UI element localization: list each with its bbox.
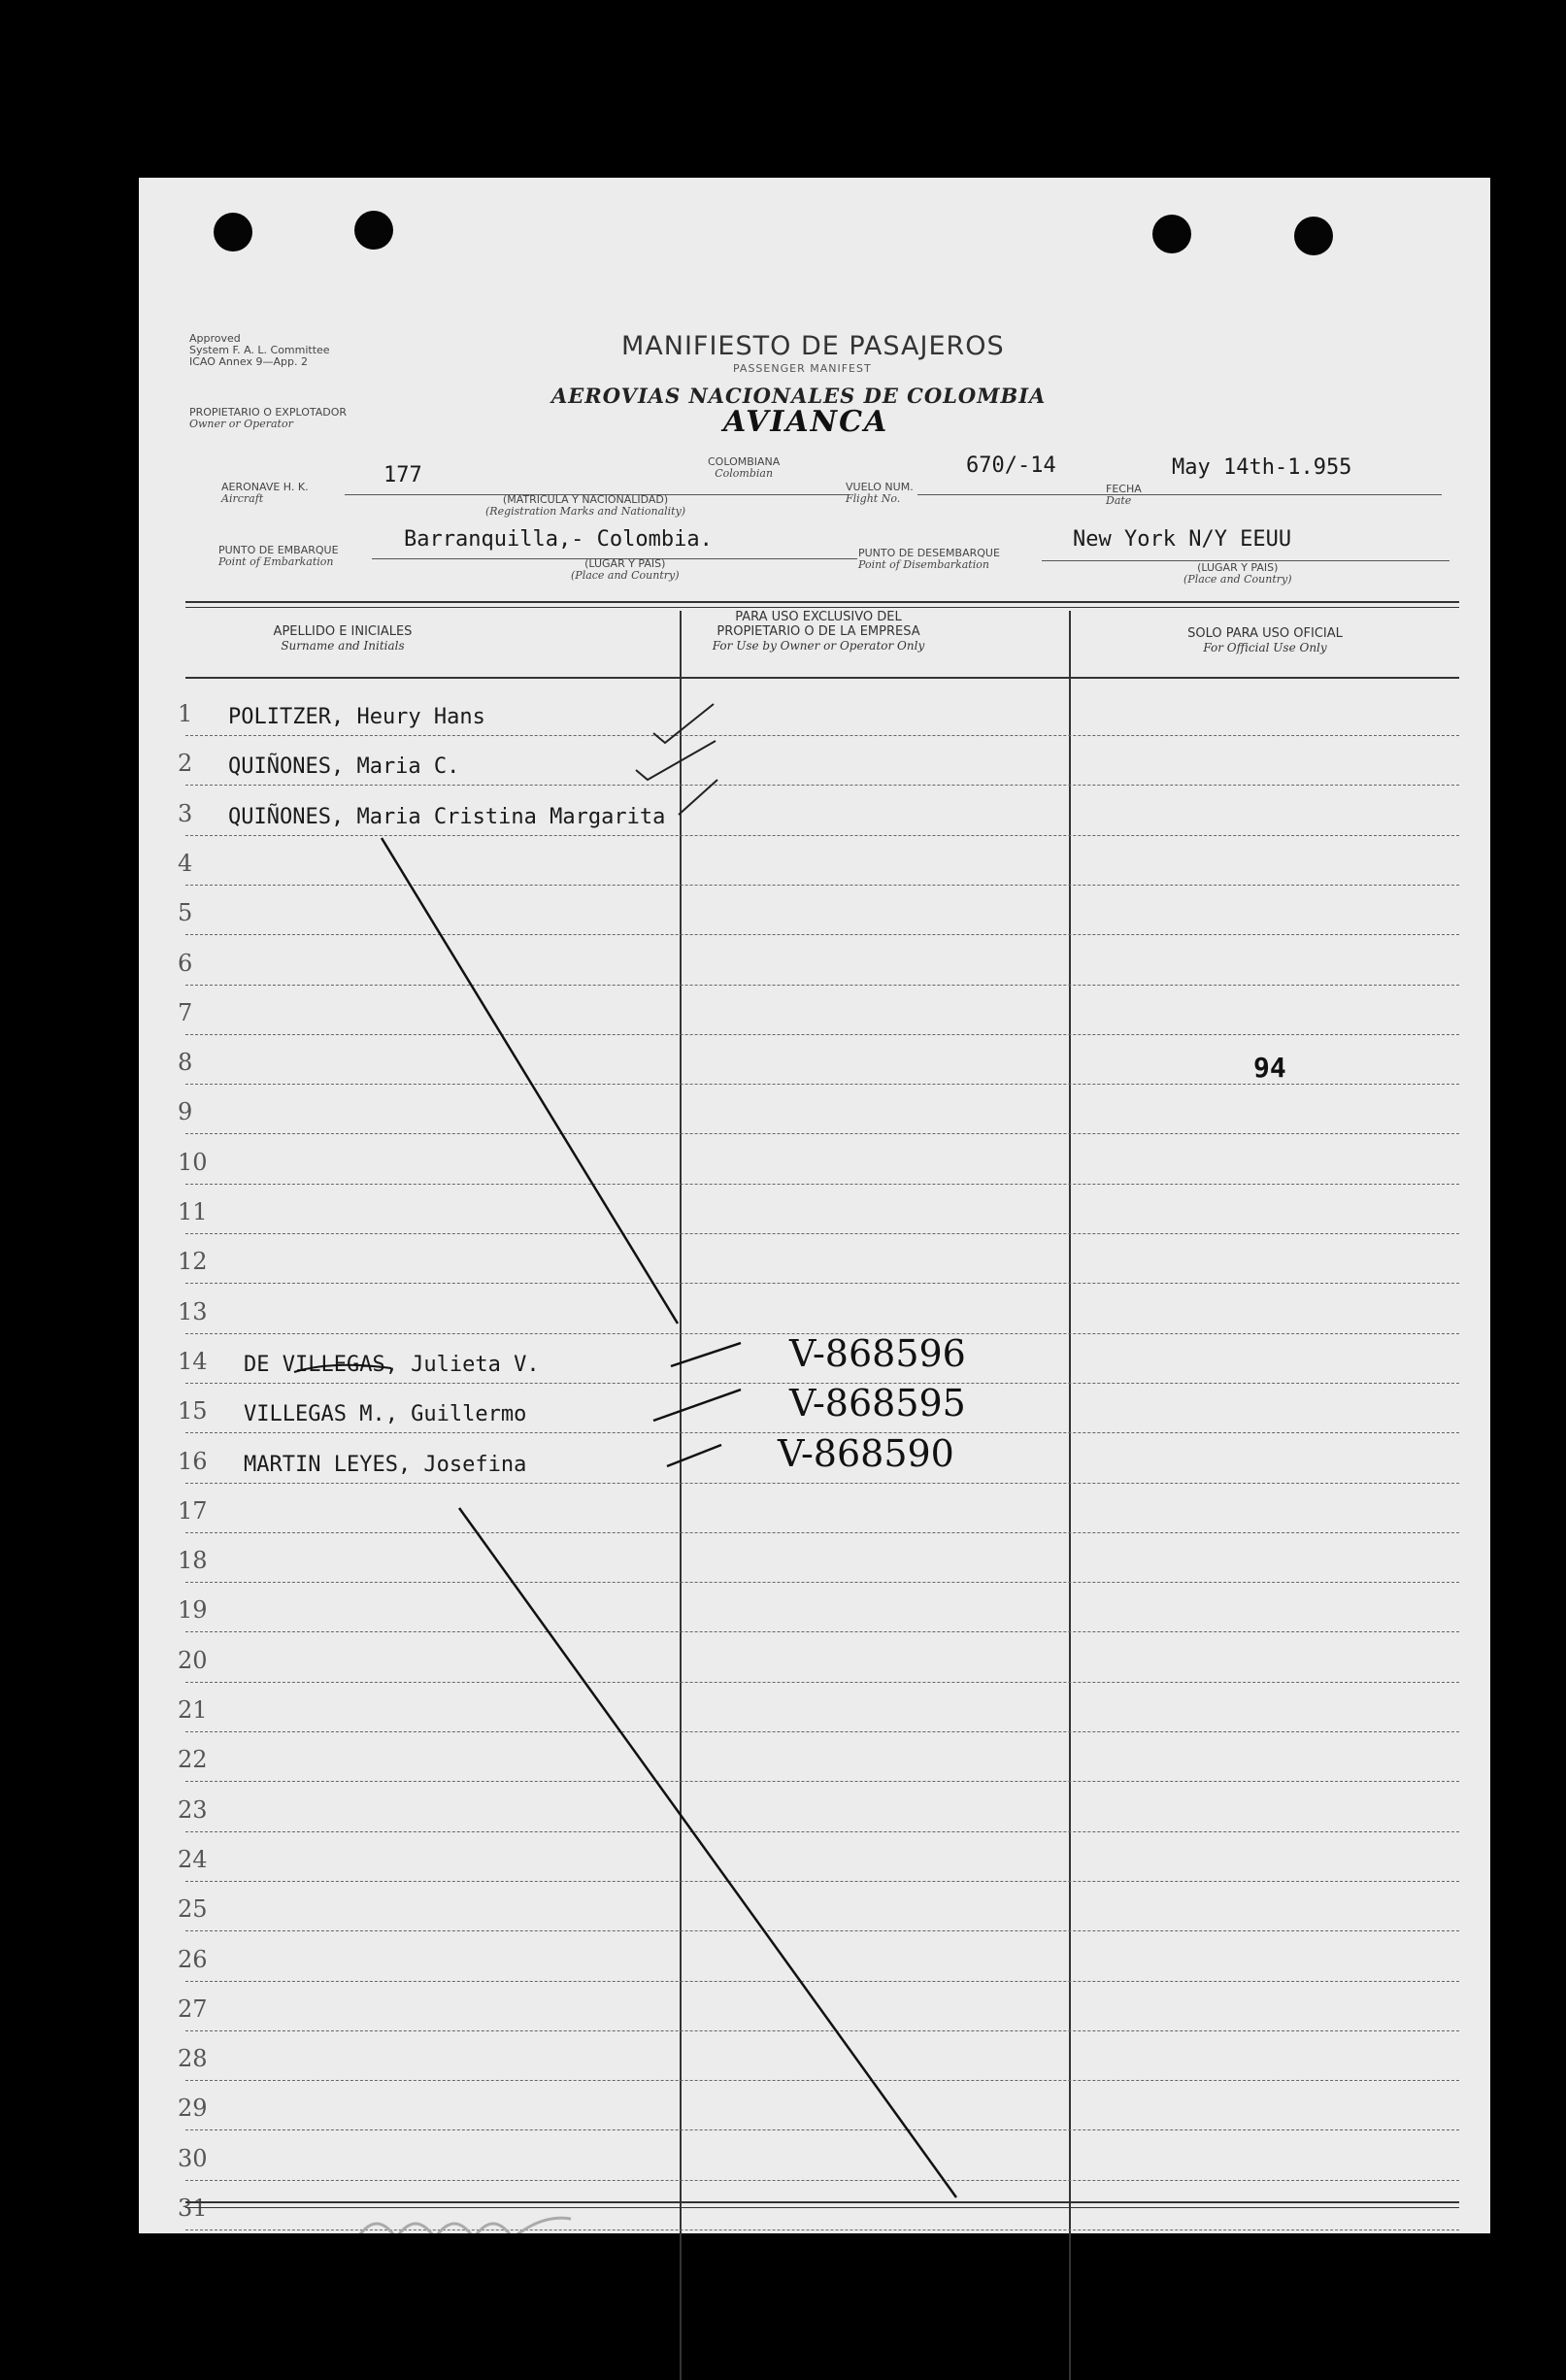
- passenger-name: QUIÑONES, Maria Cristina Margarita: [228, 805, 666, 829]
- passenger-name: DE VILLEGAS, Julieta V.: [244, 1353, 540, 1377]
- row-number: 19: [178, 1596, 208, 1624]
- row-number: 21: [178, 1696, 208, 1724]
- row-number: 7: [178, 999, 193, 1026]
- row-number: 14: [178, 1348, 208, 1375]
- row-number: 10: [178, 1149, 208, 1176]
- approval-line-3: ICAO Annex 9—App. 2: [189, 355, 308, 368]
- disembark-place-en: (Place and Country): [1183, 573, 1292, 586]
- check-mark-2: [636, 741, 716, 780]
- row-number: 24: [178, 1846, 208, 1873]
- row-number: 16: [178, 1448, 208, 1475]
- name-underline: [294, 1365, 391, 1372]
- flight-label-en: Flight No.: [846, 492, 901, 505]
- row-number: 26: [178, 1946, 208, 1973]
- date-label-en: Date: [1106, 494, 1132, 507]
- signature-scribble: [357, 2218, 571, 2233]
- note-stroke-2: [653, 1390, 741, 1421]
- embark-label-es: PUNTO DE EMBARQUE: [218, 544, 339, 556]
- aircraft-value: 177: [383, 463, 422, 487]
- col-official-es: SOLO PARA USO OFICIAL: [1187, 626, 1343, 641]
- row-number: 8: [178, 1049, 193, 1076]
- col-owner-es: PARA USO EXCLUSIVO DEL PROPIETARIO O DE LA EMPRESA: [716, 610, 920, 639]
- passenger-name: MARTIN LEYES, Josefina: [244, 1453, 527, 1477]
- row-number: 2: [178, 750, 193, 777]
- row-number: 6: [178, 950, 193, 977]
- row-number: 12: [178, 1248, 208, 1275]
- date-label-es: FECHA: [1106, 483, 1142, 495]
- disembark-value: New York N/Y EEUU: [1073, 527, 1292, 552]
- approval-line-2: System F. A. L. Committee: [189, 344, 330, 356]
- row-number: 11: [178, 1198, 208, 1225]
- row-number: 31: [178, 2195, 208, 2222]
- row-number: 4: [178, 850, 193, 877]
- disembark-label-en: Point of Disembarkation: [858, 558, 989, 571]
- note-stroke-1: [671, 1343, 741, 1366]
- strike-line-1: [382, 838, 678, 1324]
- col-name-es: APELLIDO E INICIALES: [273, 624, 413, 639]
- check-mark-1: [653, 704, 714, 743]
- row-number: 30: [178, 2145, 208, 2172]
- nationality-es: COLOMBIANA: [708, 455, 781, 468]
- registration-en: (Registration Marks and Nationality): [485, 505, 686, 518]
- airline-name: AEROVIAS NACIONALES DE COLOMBIA: [551, 384, 1047, 408]
- passenger-note: V-868590: [778, 1432, 954, 1475]
- nationality-en: Colombian: [715, 467, 774, 480]
- aircraft-label-en: Aircraft: [221, 492, 264, 505]
- col-owner-en: For Use by Owner or Operator Only: [712, 639, 925, 653]
- registration-es: (MATRICULA Y NACIONALIDAD): [502, 493, 669, 506]
- embark-place-es: (LUGAR Y PAIS): [584, 557, 666, 570]
- flight-value: 670/-14: [966, 453, 1056, 478]
- disembark-label-es: PUNTO DE DESEMBARQUE: [858, 547, 1000, 559]
- flight-label-es: VUELO NUM.: [846, 481, 914, 493]
- manifest-subtitle: PASSENGER MANIFEST: [733, 362, 872, 375]
- embark-label-en: Point of Embarkation: [218, 555, 334, 568]
- passenger-name: QUIÑONES, Maria C.: [228, 754, 460, 779]
- owner-label-en: Owner or Operator: [189, 418, 293, 430]
- row-number: 17: [178, 1497, 208, 1525]
- manifest-title: MANIFIESTO DE PASAJEROS: [621, 331, 1005, 361]
- aircraft-label-es: AERONAVE H. K.: [221, 481, 309, 493]
- row-number: 5: [178, 899, 193, 926]
- disembark-place-es: (LUGAR Y PAIS): [1197, 561, 1279, 574]
- row-number: 20: [178, 1647, 208, 1674]
- approval-line-1: Approved: [189, 332, 241, 345]
- row-number: 28: [178, 2045, 208, 2072]
- row-number: 18: [178, 1547, 208, 1574]
- airline-brand: AVIANCA: [723, 405, 889, 439]
- row-number: 9: [178, 1098, 193, 1125]
- row-number: 25: [178, 1895, 208, 1923]
- owner-label-es: PROPIETARIO O EXPLOTADOR: [189, 406, 348, 419]
- row-number: 22: [178, 1746, 208, 1773]
- row-number: 29: [178, 2095, 208, 2122]
- row-number: 3: [178, 800, 193, 827]
- col-name-en: Surname and Initials: [281, 639, 405, 653]
- embark-place-en: (Place and Country): [571, 569, 680, 582]
- embark-value: Barranquilla,- Colombia.: [404, 527, 713, 552]
- handwritten-marks: [139, 178, 1490, 2233]
- passenger-note: V-868596: [789, 1332, 966, 1375]
- date-value: May 14th-1.955: [1172, 455, 1352, 480]
- row-number: 1: [178, 700, 193, 727]
- row-number: 23: [178, 1796, 208, 1824]
- passenger-note: V-868595: [789, 1382, 966, 1425]
- check-mark-3: [679, 780, 717, 815]
- note-stroke-3: [667, 1445, 721, 1466]
- strike-line-2: [459, 1508, 956, 2197]
- row-number: 15: [178, 1397, 208, 1425]
- row-number: 13: [178, 1298, 208, 1325]
- page-number: 94: [1253, 1052, 1286, 1084]
- row-number: 27: [178, 1995, 208, 2023]
- passenger-name: VILLEGAS M., Guillermo: [244, 1402, 527, 1426]
- col-official-en: For Official Use Only: [1203, 641, 1327, 654]
- manifest-sheet: [139, 178, 1490, 2233]
- passenger-name: POLITZER, Heury Hans: [228, 705, 485, 729]
